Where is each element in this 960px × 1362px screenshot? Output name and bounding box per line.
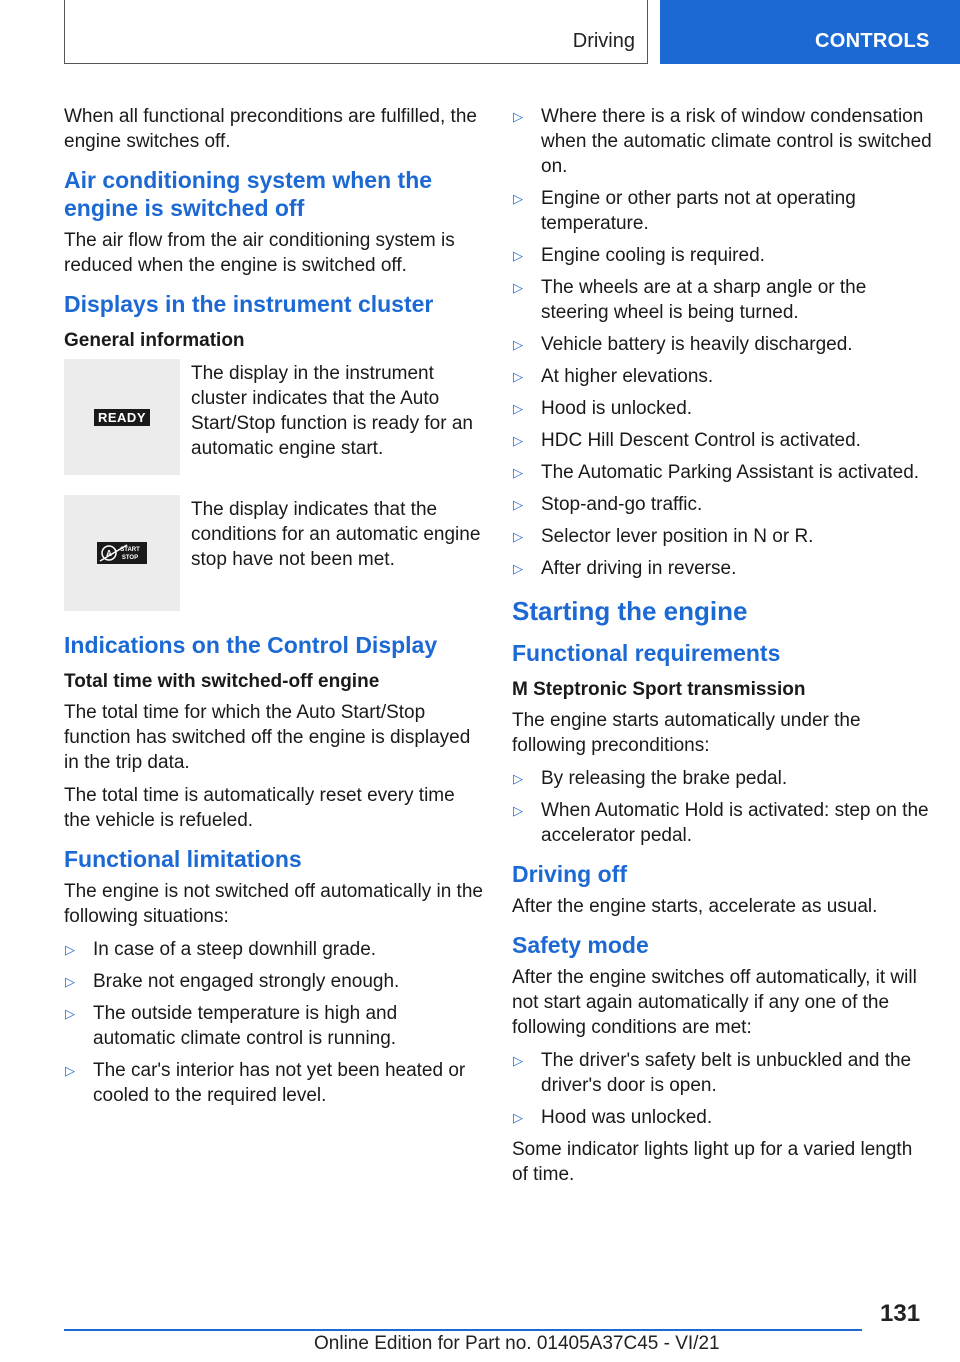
triangle-bullet-icon: ▷	[513, 337, 523, 352]
list-item: ▷ The car's interior has not yet been heated or cooled to the required level.	[65, 1060, 466, 1106]
edition-footer: Online Edition for Part no. 01405A37C45 - VI/21	[314, 1333, 720, 1354]
triangle-bullet-icon: ▷	[513, 191, 523, 206]
driving-off-heading: Driving off	[512, 861, 627, 887]
page-number: 131	[880, 1300, 921, 1327]
chapter-tab: CONTROLS	[660, 0, 960, 64]
ready-display-image	[64, 359, 180, 475]
right-column	[512, 104, 932, 1195]
starting-list	[512, 766, 932, 848]
list-item: ▷ Engine or other parts not at operating temperature.	[513, 188, 856, 234]
list-item: ▷ Vehicle battery is heavily discharged.	[513, 334, 853, 355]
ready-icon: READY	[94, 409, 150, 426]
list-item: ▷ Hood was unlocked.	[513, 1107, 713, 1128]
list-item: ▷ HDC Hill Descent Control is activated.	[513, 430, 861, 451]
ready-display-text: The display in the instrument cluster indicates that the Auto Start/Stop function is ready for an automatic engine start.	[191, 363, 473, 459]
header-box	[64, 0, 648, 64]
triangle-bullet-icon: ▷	[513, 771, 523, 786]
list-item: ▷ Selector lever position in N or R.	[513, 526, 814, 547]
safety-mode-heading: Safety mode	[512, 932, 649, 958]
list-item: ▷ Brake not engaged strongly enough.	[65, 971, 400, 992]
left-column	[64, 104, 484, 1115]
triangle-bullet-icon: ▷	[513, 401, 523, 416]
list-item: ▷ Where there is a risk of window condensation when the automatic climate control is switched on.	[513, 106, 932, 177]
driving-off-text: After the engine starts, accelerate as usual.	[512, 896, 878, 917]
intro-text: When all functional preconditions are fulfilled, the engine switches off.	[64, 106, 477, 152]
safety-mode-intro: After the engine switches off automatically, it will not start again automatically if any one of the following conditions are met:	[512, 967, 917, 1038]
triangle-bullet-icon: ▷	[65, 942, 75, 957]
startstop-display-text: The display indicates that the conditions for an automatic engine stop have not been met.	[191, 499, 481, 570]
triangle-bullet-icon: ▷	[513, 465, 523, 480]
triangle-bullet-icon: ▷	[65, 1006, 75, 1021]
safety-list	[512, 1048, 932, 1130]
list-item: ▷ The driver's safety belt is unbuckled and the driver's door is open.	[513, 1050, 912, 1096]
list-item: ▷ Engine cooling is required.	[513, 245, 765, 266]
ac-heading: Air conditioning system when the engine is switched off	[64, 167, 433, 221]
triangle-bullet-icon: ▷	[513, 248, 523, 263]
startstop-display-row	[64, 495, 484, 611]
list-item: ▷ The outside temperature is high and automatic climate control is running.	[65, 1003, 398, 1049]
triangle-bullet-icon: ▷	[513, 280, 523, 295]
triangle-bullet-icon: ▷	[513, 561, 523, 576]
ready-display-row	[64, 359, 484, 475]
limitations-intro: The engine is not switched off automatically in the following situations:	[64, 881, 483, 927]
starting-intro: The engine starts automatically under the following preconditions:	[512, 710, 861, 756]
list-item: ▷ After driving in reverse.	[513, 558, 737, 579]
triangle-bullet-icon: ▷	[513, 433, 523, 448]
total-time-text-2: The total time is automatically reset every time the vehicle is refueled.	[64, 785, 455, 831]
transmission-subheading: M Steptronic Sport transmission	[512, 679, 806, 700]
badge-a-label: A	[106, 549, 112, 558]
limitations-list	[64, 937, 484, 1108]
list-item: ▷ At higher elevations.	[513, 366, 714, 387]
total-time-text-1: The total time for which the Auto Start/Stop function has switched off the engine is displayed in the trip data.	[64, 702, 471, 773]
list-item: ▷ Hood is unlocked.	[513, 398, 693, 419]
limitations-list-continued	[512, 104, 932, 581]
functional-requirements-heading: Functional requirements	[512, 640, 781, 666]
total-time-subheading: Total time with switched-off engine	[64, 671, 380, 692]
ac-text: The air flow from the air conditioning system is reduced when the engine is switched off.	[64, 230, 455, 276]
badge-start-label: START	[120, 547, 140, 553]
triangle-bullet-icon: ▷	[65, 974, 75, 989]
cluster-heading: Displays in the instrument cluster	[64, 291, 434, 317]
triangle-bullet-icon: ▷	[513, 497, 523, 512]
triangle-bullet-icon: ▷	[513, 529, 523, 544]
auto-start-stop-crossed-icon	[97, 542, 147, 564]
list-item: ▷ By releasing the brake pedal.	[513, 768, 788, 789]
list-item: ▷ The wheels are at a sharp angle or the steering wheel is being turned.	[513, 277, 867, 323]
triangle-bullet-icon: ▷	[513, 1110, 523, 1125]
safety-mode-outro: Some indicator lights light up for a varied length of time.	[512, 1139, 913, 1185]
footer-divider	[64, 1329, 862, 1331]
list-item: ▷ Stop-and-go traffic.	[513, 494, 703, 515]
section-title: Driving	[572, 30, 635, 52]
triangle-bullet-icon: ▷	[513, 1053, 523, 1068]
badge-stop-label: STOP	[121, 555, 139, 561]
limitations-heading: Functional limitations	[64, 846, 302, 872]
list-item: ▷ In case of a steep downhill grade.	[65, 939, 377, 960]
triangle-bullet-icon: ▷	[513, 803, 523, 818]
list-item: ▷ The Automatic Parking Assistant is activated.	[513, 462, 920, 483]
list-item: ▷ When Automatic Hold is activated: step on the accelerator pedal.	[513, 800, 929, 846]
cluster-subheading: General information	[64, 330, 245, 351]
startstop-display-image	[64, 495, 180, 611]
triangle-bullet-icon: ▷	[513, 369, 523, 384]
triangle-bullet-icon: ▷	[513, 109, 523, 124]
starting-heading: Starting the engine	[512, 596, 748, 626]
control-display-heading: Indications on the Control Display	[64, 632, 438, 658]
triangle-bullet-icon: ▷	[65, 1063, 75, 1078]
